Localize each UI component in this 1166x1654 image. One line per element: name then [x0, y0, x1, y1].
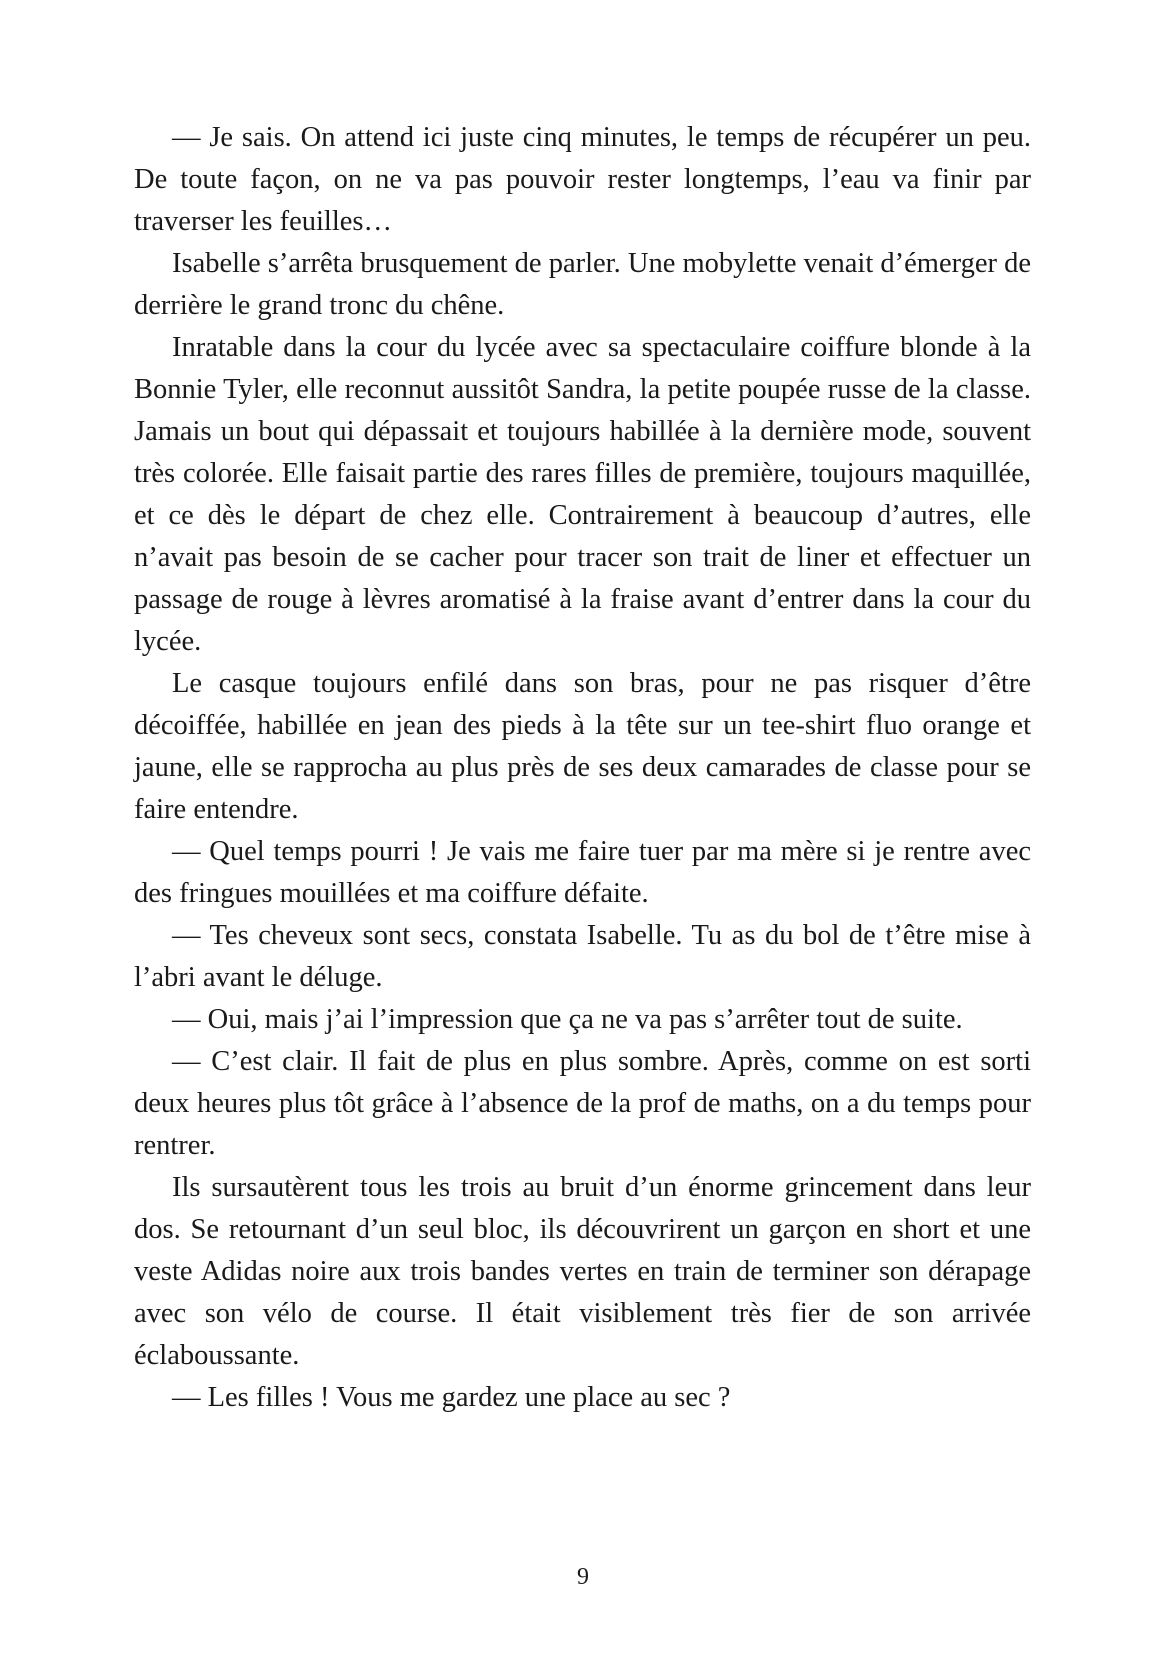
paragraph: — Tes cheveux sont secs, constata Isabelle. Tu as du bol de t’être mise à l’abri avant le déluge.	[134, 920, 1031, 993]
page-number: 9	[577, 1564, 589, 1590]
paragraph: Ils sursautèrent tous les trois au bruit d’un énorme grincement dans leur dos. Se retournant d’un seul bloc, ils découvrirent un garçon en short et une veste Adidas noire aux trois bandes vertes en train de terminer son dérapage avec son vélo de course. Il était visiblement très fier de son arrivée éclaboussante.	[134, 1172, 1031, 1371]
paragraph: — Oui, mais j’ai l’impression que ça ne va pas s’arrêter tout de suite.	[172, 1004, 963, 1035]
paragraph: — Quel temps pourri ! Je vais me faire tuer par ma mère si je rentre avec des fringues mouillées et ma coiffure défaite.	[134, 836, 1031, 909]
paragraph: Inratable dans la cour du lycée avec sa spectaculaire coiffure blonde à la Bonnie Tyler, elle reconnut aussitôt Sandra, la petite poupée russe de la classe. Jamais un bout qui dépassait et toujours habillée à la dernière mode, souvent très colorée. Elle faisait partie des rares filles de première, toujours maquillée, et ce dès le départ de chez elle. Contrairement à beaucoup d’autres, elle n’avait pas besoin de se cacher pour tracer son trait de liner et effectuer un passage de rouge à lèvres aromatisé à la fraise avant d’entrer dans la cour du lycée.	[134, 332, 1031, 657]
paragraph: — Les filles ! Vous me gardez une place au sec ?	[172, 1382, 731, 1413]
paragraph: Le casque toujours enfilé dans son bras, pour ne pas risquer d’être décoiffée, habillée en jean des pieds à la tête sur un tee-shirt fluo orange et jaune, elle se rapprocha au plus près de ses deux camarades de classe pour se faire entendre.	[134, 668, 1031, 825]
paragraph: — Je sais. On attend ici juste cinq minutes, le temps de récupérer un peu. De toute façon, on ne va pas pouvoir rester longtemps, l’eau va finir par traverser les feuilles…	[134, 122, 1031, 237]
paragraph: — C’est clair. Il fait de plus en plus sombre. Après, comme on est sorti deux heures plus tôt grâce à l’absence de la prof de maths, on a du temps pour rentrer.	[134, 1046, 1031, 1161]
page-body-text	[134, 117, 1031, 1419]
paragraph: Isabelle s’arrêta brusquement de parler. Une mobylette venait d’émerger de derrière le grand tronc du chêne.	[134, 248, 1031, 321]
